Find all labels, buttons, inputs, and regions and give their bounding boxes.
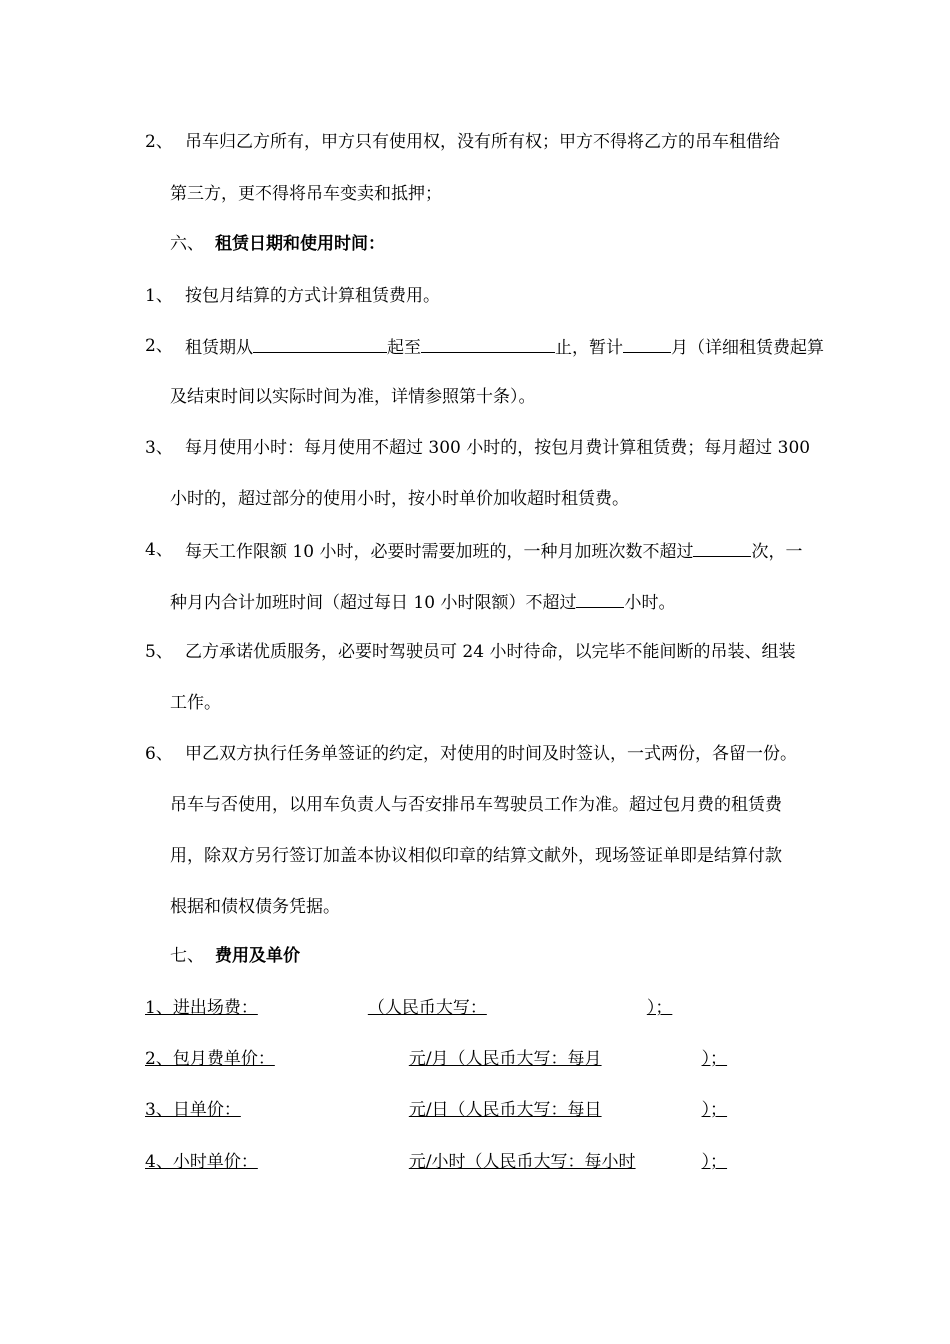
list-item bbox=[145, 334, 905, 358]
fee-rmb-label: 元/日（人民币大写：每日 bbox=[408, 1100, 602, 1120]
fee-rmb-blank[interactable] bbox=[636, 1150, 702, 1174]
item-text-continued: 根据和债权债务凭据。 bbox=[170, 897, 340, 917]
overtime-count-blank[interactable] bbox=[693, 538, 751, 557]
item-text: 吊车归乙方所有，甲方只有使用权，没有所有权；甲方不得将乙方的吊车租借给 bbox=[185, 132, 780, 152]
list-item bbox=[145, 130, 780, 154]
fee-line bbox=[145, 1047, 727, 1071]
fee-amount-blank[interactable] bbox=[275, 1047, 409, 1071]
item-text: 每月使用小时：每月使用不超过 300 小时的，按包月费计算租赁费；每月超过 300 bbox=[185, 438, 811, 458]
section-title: 租赁日期和使用时间： bbox=[215, 234, 385, 254]
item-number: 6、 bbox=[145, 744, 173, 764]
text-segment: 起至 bbox=[387, 338, 421, 358]
overtime-hours-blank[interactable] bbox=[576, 589, 624, 608]
lease-start-blank[interactable] bbox=[253, 334, 387, 353]
item-text-continued: 第三方，更不得将吊车变卖和抵押； bbox=[170, 184, 442, 204]
section-number: 六、 bbox=[170, 234, 204, 254]
fee-amount-blank[interactable] bbox=[258, 996, 368, 1020]
fee-close: ）； bbox=[646, 998, 673, 1018]
item-text: 乙方承诺优质服务，必要时驾驶员可 24 小时待命，以完毕不能间断的吊装、组装 bbox=[185, 642, 796, 662]
text-segment: 止，暂计 bbox=[555, 338, 623, 358]
text-segment: 种月内合计加班时间（超过每日 10 小时限额）不超过 bbox=[170, 593, 577, 613]
fee-rmb-blank[interactable] bbox=[487, 996, 647, 1020]
fee-label: 3、日单价： bbox=[145, 1100, 241, 1120]
section-title: 费用及单价 bbox=[215, 946, 300, 966]
fee-rmb-label: 元/小时（人民币大写：每小时 bbox=[408, 1152, 636, 1172]
item-number: 2、 bbox=[145, 132, 173, 152]
item-text-continued: 及结束时间以实际时间为准，详情参照第十条）。 bbox=[170, 387, 536, 407]
fee-close: ）； bbox=[701, 1152, 728, 1172]
item-text bbox=[185, 334, 824, 360]
item-text-continued: 用，除双方另行签订加盖本协议相似印章的结算文献外，现场签证单即是结算付款 bbox=[170, 846, 782, 866]
fee-line bbox=[145, 1150, 727, 1174]
fee-rmb-blank[interactable] bbox=[602, 1047, 702, 1071]
list-item bbox=[145, 742, 797, 766]
fee-line bbox=[145, 1098, 727, 1122]
fee-rmb-label: （人民币大写： bbox=[367, 998, 487, 1018]
fee-rmb-blank[interactable] bbox=[602, 1098, 702, 1122]
item-number: 3、 bbox=[145, 438, 173, 458]
fee-amount-blank[interactable] bbox=[258, 1150, 409, 1174]
list-item bbox=[145, 640, 796, 664]
text-segment: 每天工作限额 10 小时，必要时需要加班的，一种月加班次数不超过 bbox=[185, 542, 694, 562]
text-segment: 小时。 bbox=[624, 593, 676, 613]
list-item bbox=[145, 538, 803, 562]
section-heading-6 bbox=[170, 232, 385, 256]
item-text bbox=[185, 538, 802, 564]
section-heading-7 bbox=[170, 944, 300, 968]
fee-close: ）； bbox=[701, 1100, 728, 1120]
item-number: 1、 bbox=[145, 286, 173, 306]
item-text-continued bbox=[170, 589, 675, 615]
lease-months-blank[interactable] bbox=[623, 334, 671, 353]
text-segment: 月（详细租赁费起算 bbox=[671, 338, 824, 358]
item-text: 甲乙双方执行任务单签证的约定，对使用的时间及时签认，一式两份，各留一份。 bbox=[185, 744, 797, 764]
list-item bbox=[145, 284, 440, 308]
text-segment: 次，一 bbox=[751, 542, 803, 562]
fee-label: 1、进出场费： bbox=[145, 998, 258, 1018]
fee-amount-blank[interactable] bbox=[241, 1098, 409, 1122]
fee-label: 4、小时单价： bbox=[145, 1152, 258, 1172]
item-text: 按包月结算的方式计算租赁费用。 bbox=[185, 286, 440, 306]
list-item bbox=[145, 436, 811, 460]
fee-label: 2、包月费单价： bbox=[145, 1049, 275, 1069]
item-number: 4、 bbox=[145, 540, 173, 560]
item-number: 5、 bbox=[145, 642, 173, 662]
item-text-continued: 工作。 bbox=[170, 693, 221, 713]
fee-line bbox=[145, 996, 672, 1020]
fee-close: ）； bbox=[701, 1049, 728, 1069]
section-number: 七、 bbox=[170, 946, 204, 966]
lease-end-blank[interactable] bbox=[421, 334, 555, 353]
item-text-continued: 吊车与否使用，以用车负责人与否安排吊车驾驶员工作为准。超过包月费的租赁费 bbox=[170, 795, 782, 815]
fee-rmb-label: 元/月（人民币大写：每月 bbox=[408, 1049, 602, 1069]
text-segment: 租赁期从 bbox=[185, 338, 253, 358]
item-text-continued: 小时的，超过部分的使用小时，按小时单价加收超时租赁费。 bbox=[170, 489, 629, 509]
item-number: 2、 bbox=[145, 336, 173, 356]
